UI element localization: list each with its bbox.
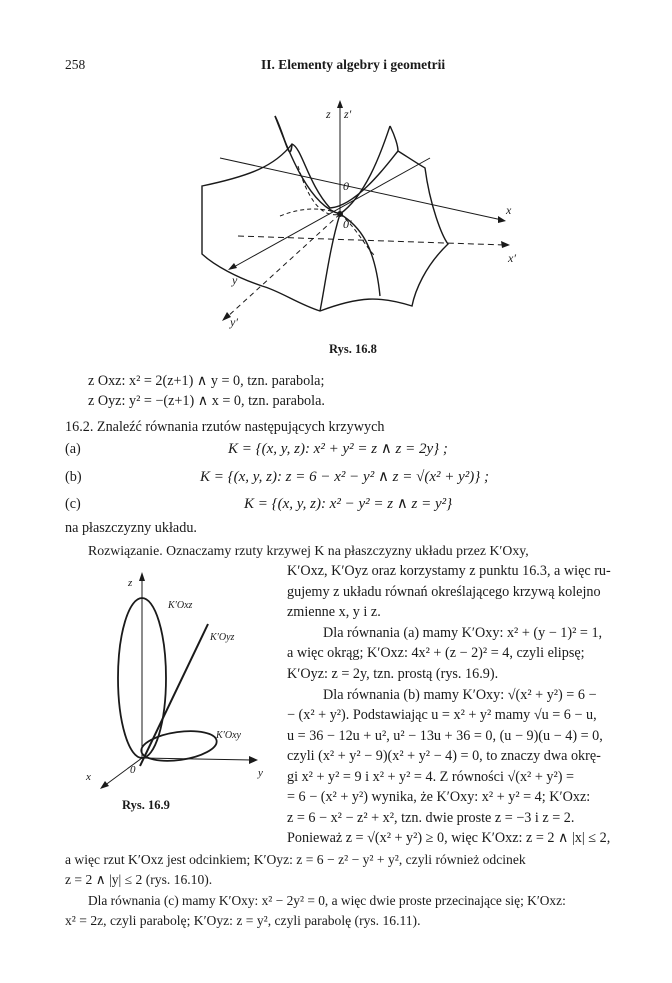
running-title: II. Elementy algebry i geometrii (261, 57, 446, 72)
x-axis (220, 158, 502, 220)
solution-line-13: = 6 − (x² + y²) wynika, że K′Oxy: x² + y² = 4; K′Oxz: (287, 789, 591, 805)
text-oxz-parabola: z Oxz: x² = 2(z+1) ∧ y = 0, tzn. parabola; (88, 373, 325, 389)
label-z: z (326, 107, 331, 121)
label-k-oxy: K′Oxy (216, 730, 241, 741)
solution-line-3: gujemy z układu równań określającego krzywą kolejno (287, 584, 601, 600)
label-k-oxz: K′Oxz (168, 600, 193, 611)
equation-c: K = {(x, y, z): x² − y² = z ∧ z = y²} (244, 496, 453, 512)
label-origin-prime: 0′ (343, 217, 352, 231)
label-y-prime: y′ (230, 315, 238, 329)
label-x-prime: x′ (508, 251, 516, 265)
solution-line-4: zmienne x, y i z. (287, 604, 381, 620)
label-origin: 0 (130, 764, 136, 776)
solution-line-8: Dla równania (b) mamy K′Oxy: √(x² + y²) = 6 − (323, 687, 597, 703)
solution-line-9: − (x² + y²). Podstawiając u = x² + y² mamy √u = 6 − u, (287, 707, 597, 723)
saddle-front-edge (275, 116, 390, 214)
solution-line-10: u = 36 − 12u + u², u² − 13u + 36 = 0, (u − 9)(u − 4) = 0, (287, 728, 603, 744)
figure-16-9-projections (62, 568, 284, 800)
label-y: y (232, 273, 238, 287)
label-c: (c) (65, 496, 81, 512)
final-line-4: x² = 2z, czyli parabolę; K′Oyz: z = y², czyli parabolę (rys. 16.11). (65, 913, 421, 928)
solution-line-6: a więc okrąg; K′Oxz: 4x² + (z − 2)² = 4, czyli elipsę; (287, 645, 585, 661)
y-prime-axis (226, 214, 340, 318)
label-k-oyz: K′Oyz (210, 632, 235, 643)
solution-line-1: Rozwiązanie. Oznaczamy rzuty krzywej K na płaszczyzny układu przez K′Oxy, (88, 543, 529, 558)
final-line-2: z = 2 ∧ |y| ≤ 2 (rys. 16.10). (65, 872, 213, 887)
label-y: y (258, 767, 263, 779)
label-z: z (128, 577, 133, 589)
solution-line-12: gi x² + y² = 9 i x² + y² = 4. Z równości √(x² + y²) = (287, 769, 575, 785)
x-prime-axis (238, 236, 505, 245)
solution-line-11: czyli (x² + y² − 9)(x² + y² − 4) = 0, to znaczy dwa okrę- (287, 748, 601, 764)
page-number: 258 (65, 57, 86, 72)
solution-line-7: K′Oyz: z = 2y, tzn. prostą (rys. 16.9). (287, 666, 499, 682)
label-z-prime: z′ (344, 107, 352, 121)
x-axis (104, 758, 142, 786)
equation-a: K = {(x, y, z): x² + y² = z ∧ z = 2y} ; (228, 441, 448, 457)
equation-b: K = {(x, y, z): z = 6 − x² − y² ∧ z = √(x² + y²)} ; (200, 469, 490, 485)
problem-16-2: 16.2. Znaleźć równania rzutów następujących krzywych (65, 419, 385, 435)
solution-line-15: Ponieważ z = √(x² + y²) ≥ 0, więc K′Oxz: z = 2 ∧ |x| ≤ 2, (287, 830, 611, 846)
solution-line-2: K′Oxz, K′Oyz oraz korzystamy z punktu 16.3, a więc ru- (287, 563, 611, 579)
label-x: x (86, 771, 91, 783)
label-b: (b) (65, 469, 82, 485)
label-origin: 0 (343, 179, 349, 193)
label-x: x (506, 203, 512, 217)
figure-16-8-saddle (180, 96, 540, 336)
solution-line-14: z = 6 − x² − z² + x², tzn. dwie proste z = −3 i z = 2. (287, 810, 575, 826)
final-line-3: Dla równania (c) mamy K′Oxy: x² − 2y² = 0, a więc dwie proste przecinające się; K′Oxz: (88, 893, 566, 908)
saddle-y-parabola (320, 214, 340, 311)
solution-line-5: Dla równania (a) mamy K′Oxy: x² + (y − 1)² = 1, (323, 625, 603, 641)
caption-16-9: Rys. 16.9 (122, 798, 170, 812)
text-plane: na płaszczyzny układu. (65, 520, 197, 536)
final-line-1: a więc rzut K′Oxz jest odcinkiem; K′Oyz: z = 6 − z² − y² + y², czyli również odcinek (65, 852, 526, 867)
curve-k-oyz-line (140, 624, 208, 766)
text-oyz-parabola: z Oyz: y² = −(z+1) ∧ x = 0, tzn. parabola. (88, 393, 325, 409)
caption-16-8: Rys. 16.8 (329, 342, 377, 356)
label-a: (a) (65, 441, 81, 457)
